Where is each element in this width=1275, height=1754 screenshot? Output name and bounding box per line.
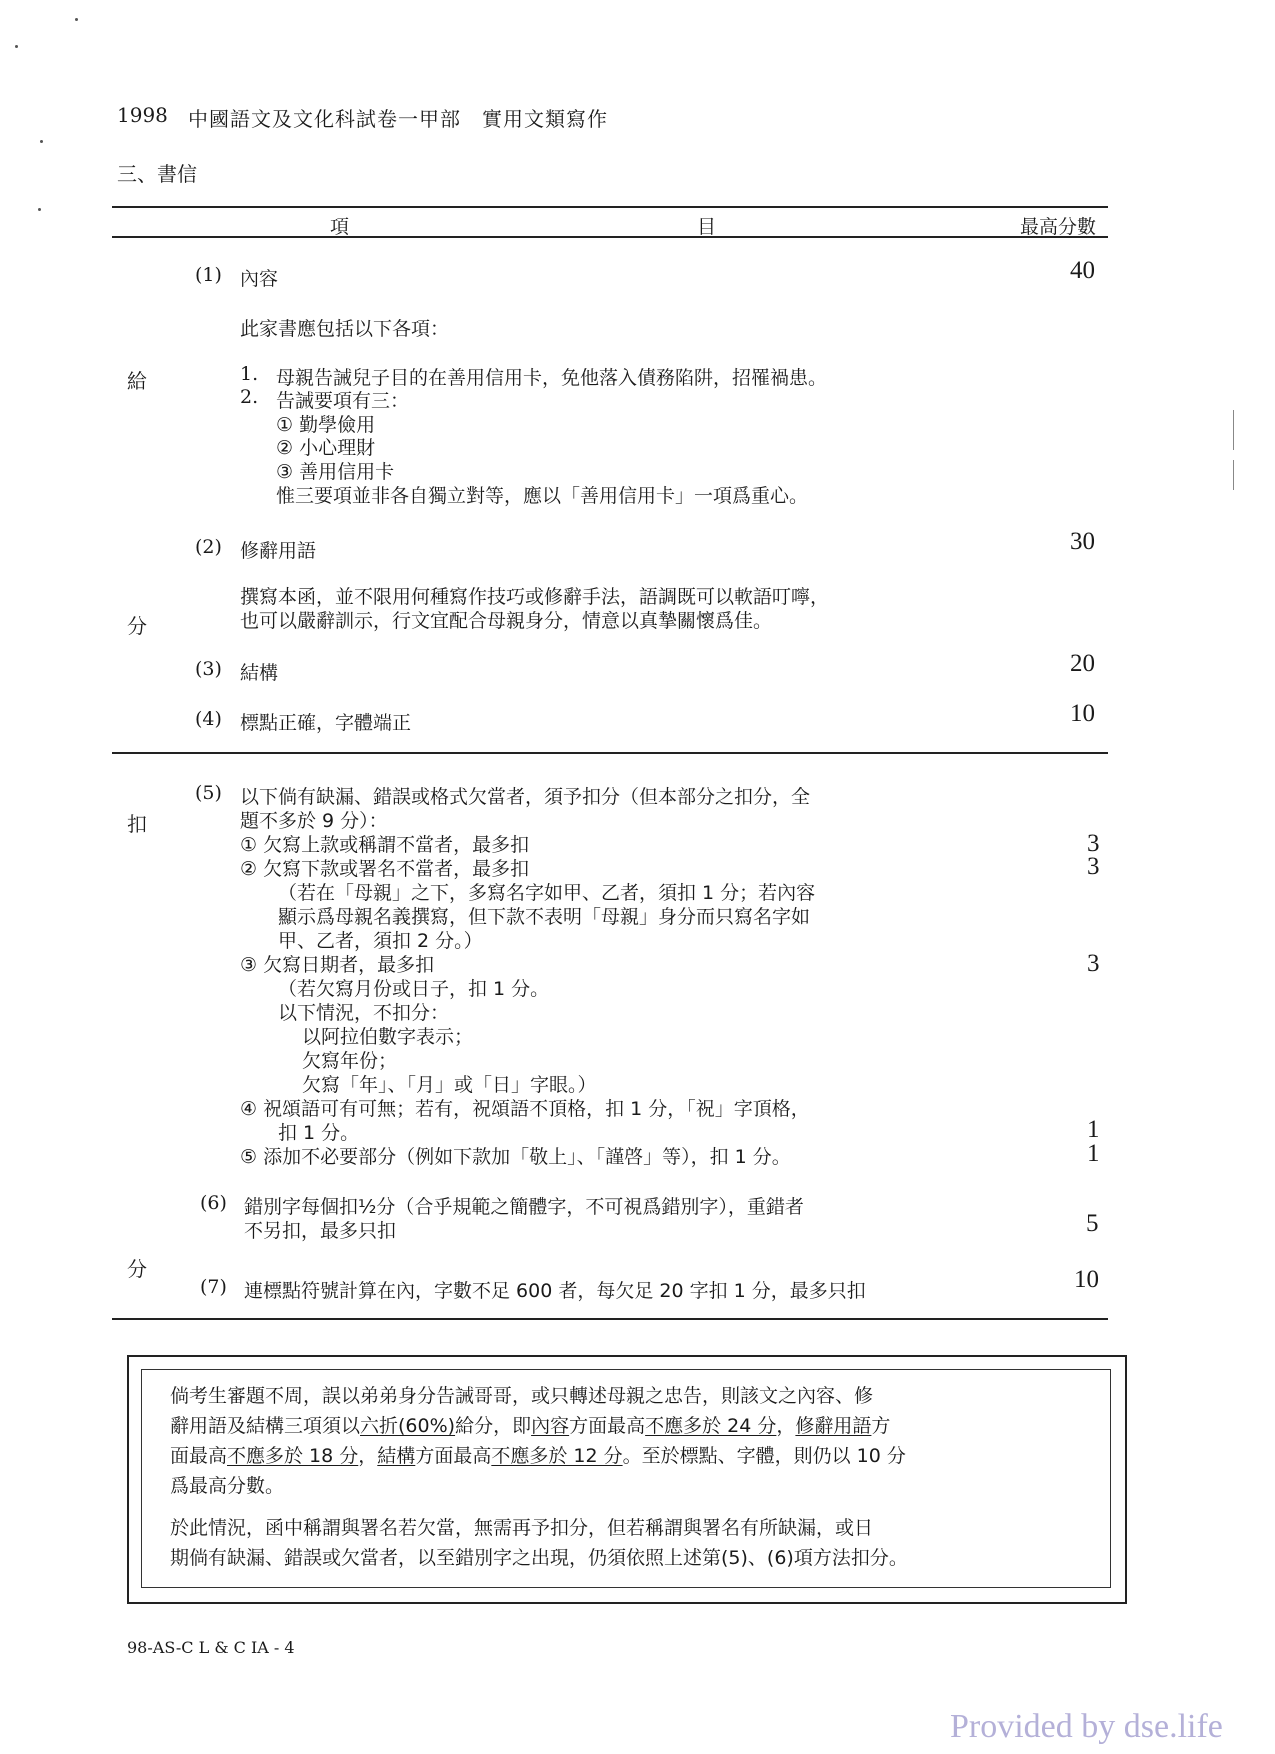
note-line: 辭用語及結構三項須以六折(60%)給分，即內容方面最高不應多於 24 分，修辭用語方 xyxy=(170,1415,891,1437)
item-text: 也可以嚴辭訓示，行文宜配合母親身分，情意以真摯關懷爲佳。 xyxy=(240,610,773,632)
item-score: 10 xyxy=(1070,700,1095,727)
exam-title: 中國語文及文化科試卷一甲部 實用文類寫作 xyxy=(188,107,608,131)
note-line: 倘考生審題不周，誤以弟弟身分告誡哥哥，或只轉述母親之忠告，則該文之內容、修 xyxy=(170,1385,874,1407)
deduction-note: 欠寫「年」、「月」或「日」字眼。） xyxy=(302,1074,597,1096)
item-score: 30 xyxy=(1070,528,1095,555)
point-number: 1. xyxy=(240,363,259,385)
deduction-note: 以阿拉伯數字表示； xyxy=(302,1026,474,1048)
item-text: 錯別字每個扣½分（合乎規範之簡體字，不可視爲錯別字），重錯者 xyxy=(244,1196,804,1218)
deduction-note: 甲、乙者，須扣 2 分。） xyxy=(278,930,483,952)
item-label: (5) xyxy=(195,782,222,804)
item-title: 結構 xyxy=(240,662,279,684)
sub-point: ③ 善用信用卡 xyxy=(276,461,395,483)
note-line: 面最高不應多於 18 分，結構方面最高不應多於 12 分。至於標點、字體，則仍以 10 分 xyxy=(170,1445,906,1467)
item-title: 內容 xyxy=(240,268,279,290)
deduction-score: 3 xyxy=(1087,950,1100,977)
item-label: (1) xyxy=(195,264,222,286)
column-header-target: 目 xyxy=(697,216,717,238)
deduction-note: 以下情況，不扣分： xyxy=(278,1002,450,1024)
sub-point: ② 小心理財 xyxy=(276,437,376,459)
item-score: 10 xyxy=(1074,1266,1099,1293)
note-line: 爲最高分數。 xyxy=(170,1475,285,1497)
deduction-rule: ③ 欠寫日期者，最多扣 xyxy=(240,954,435,976)
scan-mark xyxy=(1233,460,1234,490)
item-title: 修辭用語 xyxy=(240,540,317,562)
deduction-rule: ⑤ 添加不必要部分（例如下款加「敬上」、「謹啓」等），扣 1 分。 xyxy=(240,1146,791,1168)
deduction-rule: ① 欠寫上款或稱謂不當者，最多扣 xyxy=(240,834,530,856)
deduction-score: 3 xyxy=(1087,830,1100,857)
deduction-note: （若欠寫月份或日子，扣 1 分。 xyxy=(278,978,550,1000)
note-line: 於此情況，函中稱謂與署名若欠當，無需再予扣分，但若稱謂與署名有所缺漏，或日 xyxy=(170,1517,874,1539)
section-divider xyxy=(112,752,1108,754)
item-score: 5 xyxy=(1086,1210,1099,1237)
side-label-give: 給 xyxy=(127,369,147,393)
side-label-give-2: 分 xyxy=(127,614,147,638)
side-label-deduct-2: 分 xyxy=(127,1257,147,1281)
scan-speck xyxy=(40,140,43,143)
item-label: (4) xyxy=(195,708,222,730)
item-text: 不另扣，最多只扣 xyxy=(244,1220,397,1242)
scan-speck xyxy=(38,208,41,211)
note-line: 期倘有缺漏、錯誤或欠當者，以至錯別字之出現，仍須依照上述第(5)、(6)項方法扣分。 xyxy=(170,1547,908,1569)
point-number: 2. xyxy=(240,386,259,408)
table-top-rule xyxy=(112,206,1108,208)
item-text: 題不多於 9 分）： xyxy=(240,810,388,832)
side-label-deduct: 扣 xyxy=(127,812,147,836)
scan-speck xyxy=(75,18,78,21)
exam-year: 1998 xyxy=(117,103,168,127)
watermark: Provided by dse.life xyxy=(950,1708,1223,1745)
table-header-rule xyxy=(112,236,1108,238)
deduction-score: 3 xyxy=(1087,853,1100,880)
item-text: 連標點符號計算在內，字數不足 600 者，每欠足 20 字扣 1 分，最多只扣 xyxy=(244,1280,866,1302)
deduction-score: 1 xyxy=(1087,1116,1100,1143)
deduction-rule: 扣 1 分。 xyxy=(278,1122,360,1144)
sub-point: ① 勤學儉用 xyxy=(276,414,376,436)
page-code: 98-AS-C L & C IA - 4 xyxy=(127,1638,295,1657)
item-intro: 此家書應包括以下各項： xyxy=(240,318,450,340)
deduction-score: 1 xyxy=(1087,1140,1100,1167)
item-title: 標點正確，字體端正 xyxy=(240,712,412,734)
item-text: 以下倘有缺漏、錯誤或格式欠當者，須予扣分（但本部分之扣分，全 xyxy=(240,786,811,808)
item-score: 20 xyxy=(1070,650,1095,677)
column-header-max-score: 最高分數 xyxy=(1020,216,1097,238)
point-note: 惟三要項並非各自獨立對等，應以「善用信用卡」一項爲重心。 xyxy=(276,485,809,507)
deduction-note: 顯示爲母親名義撰寫，但下款不表明「母親」身分而只寫名字如 xyxy=(278,906,811,928)
table-bottom-rule xyxy=(112,1318,1108,1320)
item-label: (7) xyxy=(200,1276,227,1298)
column-header-item: 項 xyxy=(330,216,350,238)
item-label: (2) xyxy=(195,536,222,558)
section-title: 三、書信 xyxy=(117,162,197,186)
point-text: 告誡要項有三： xyxy=(276,390,410,412)
item-score: 40 xyxy=(1070,257,1095,284)
deduction-note: （若在「母親」之下，多寫名字如甲、乙者，須扣 1 分；若內容 xyxy=(278,882,816,904)
item-label: (3) xyxy=(195,658,222,680)
item-text: 撰寫本函，並不限用何種寫作技巧或修辭手法，語調既可以軟語叮嚀， xyxy=(240,586,830,608)
deduction-note: 欠寫年份； xyxy=(302,1050,398,1072)
scan-mark xyxy=(1233,410,1234,450)
deduction-rule: ② 欠寫下款或署名不當者，最多扣 xyxy=(240,858,530,880)
item-label: (6) xyxy=(200,1192,227,1214)
deduction-rule: ④ 祝頌語可有可無；若有，祝頌語不頂格，扣 1 分，「祝」字頂格， xyxy=(240,1098,810,1120)
scan-speck xyxy=(15,45,18,48)
point-text: 母親告誡兒子目的在善用信用卡，免他落入債務陷阱，招罹禍患。 xyxy=(276,367,828,389)
